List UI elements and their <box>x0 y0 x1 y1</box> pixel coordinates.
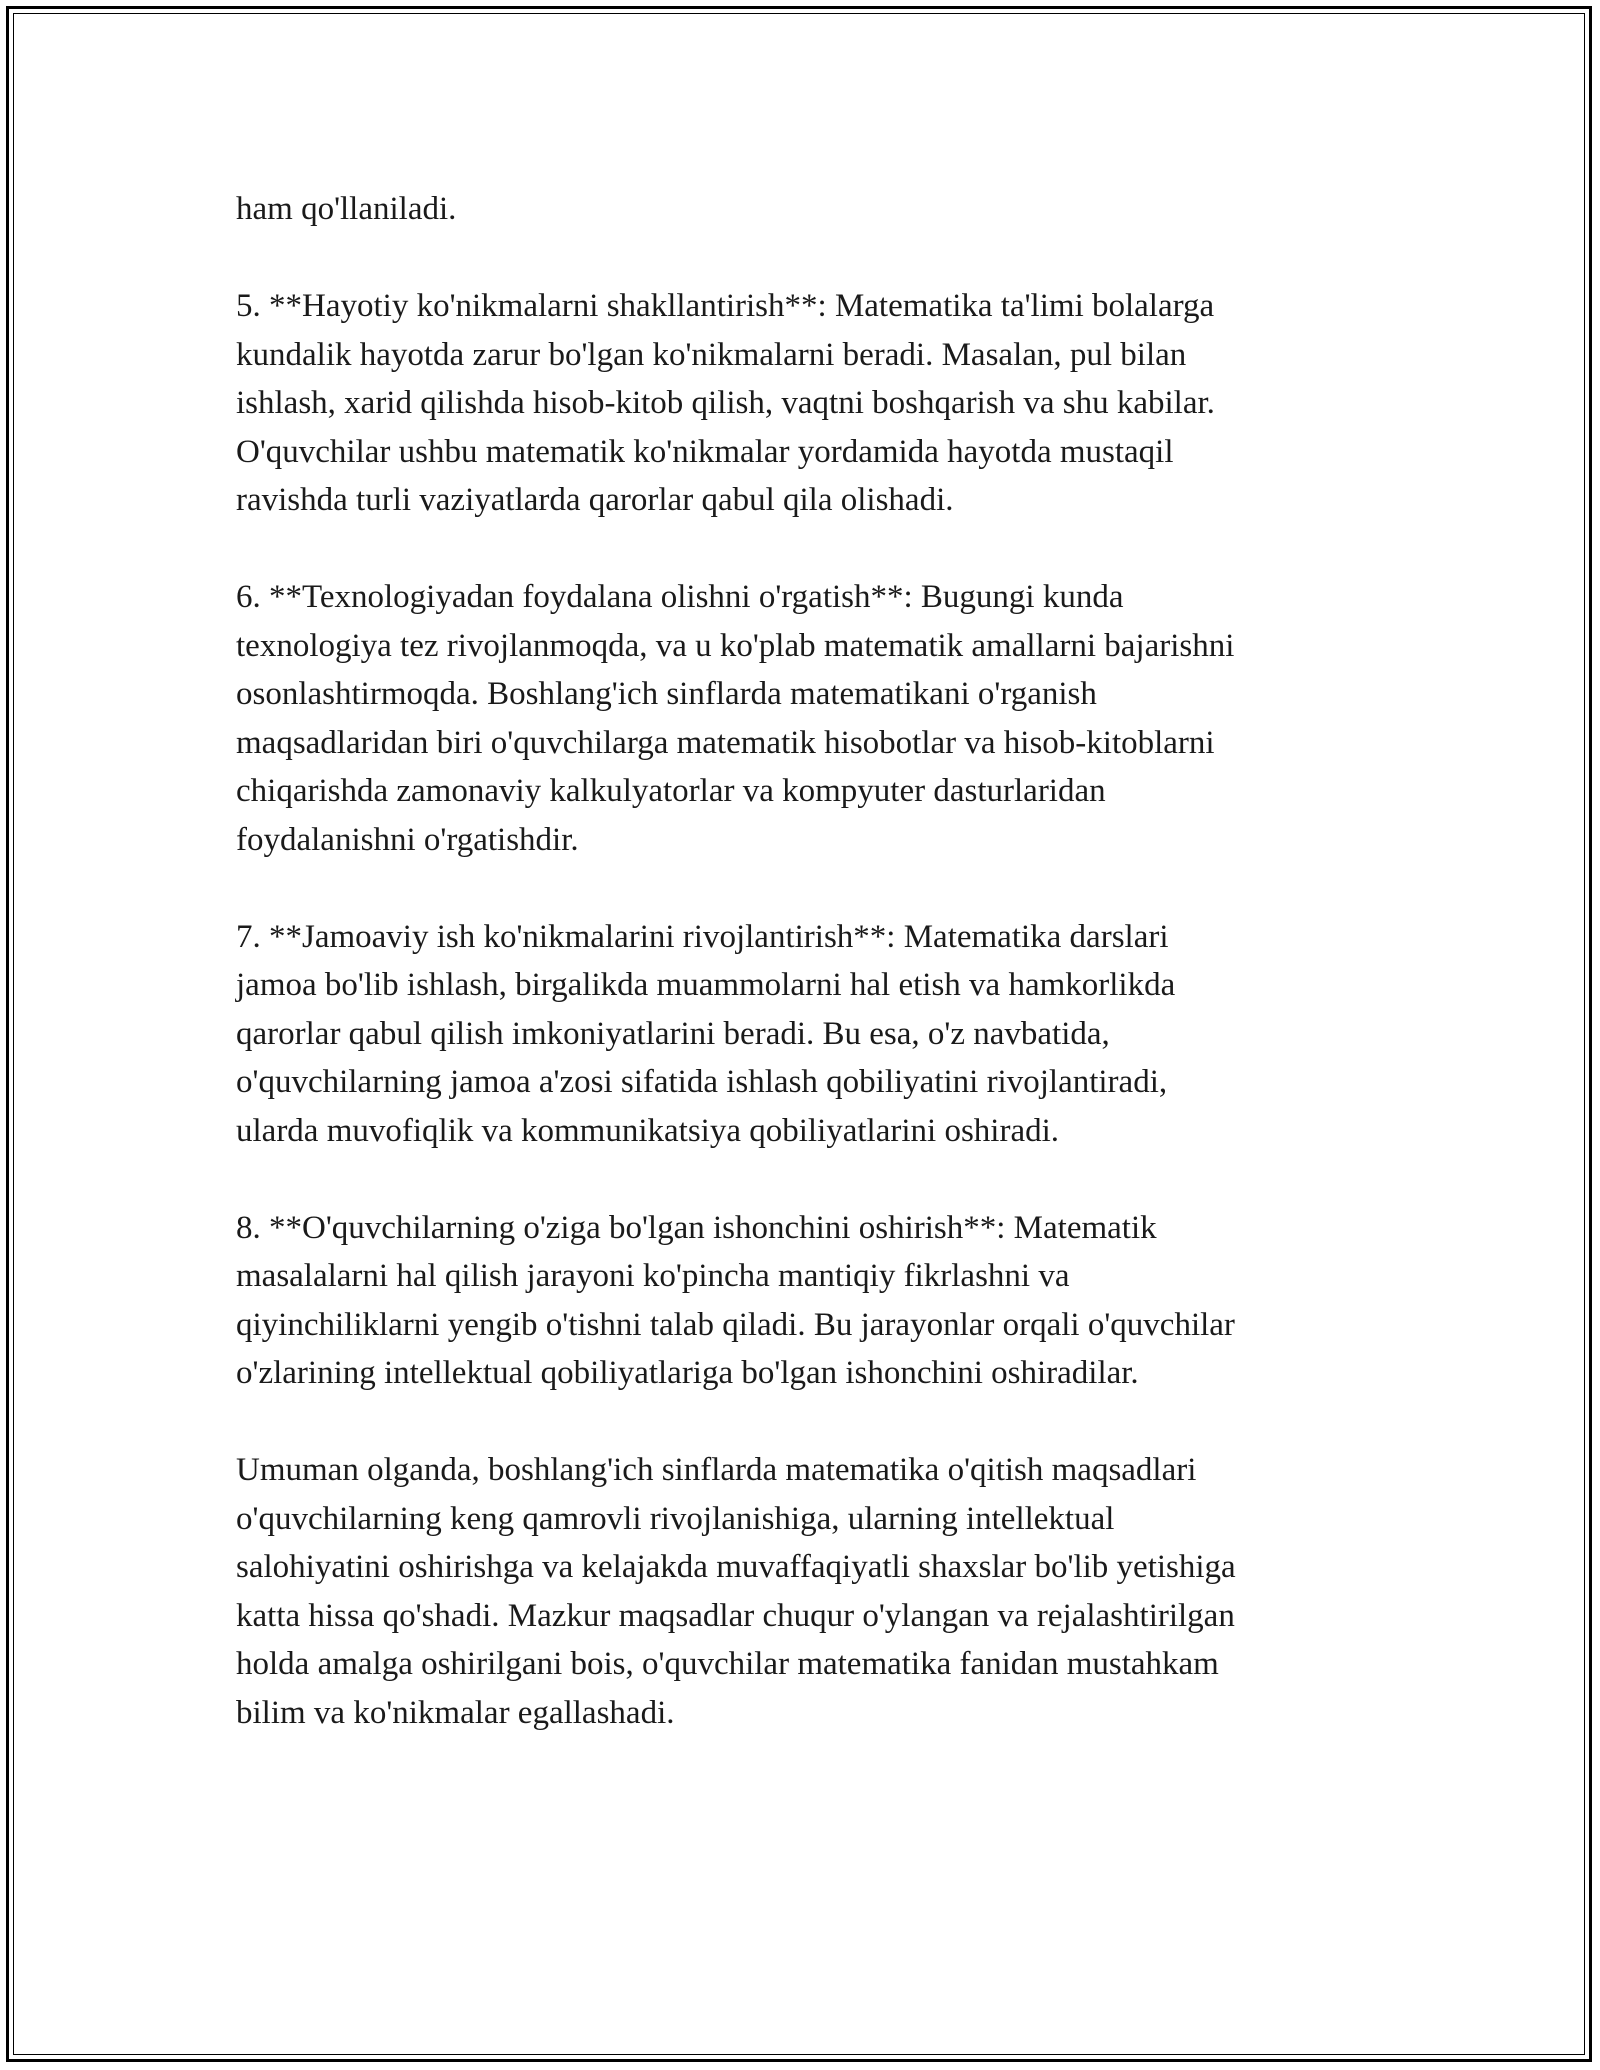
paragraph-item-8: 8. **O'quvchilarning o'ziga bo'lgan ishonchini oshirish**: Matematik masalalarni hal qilish jarayoni ko'pincha mantiqiy fikrlashni va qiyinchiliklarni yengib o'tishni talab qiladi. Bu jarayonlar orqali o'quvchilar o'zlarining intellektual qobiliyatlariga bo'lgan ishonchini oshiradilar. <box>236 1209 1235 1391</box>
paragraph-item-6: 6. **Texnologiyadan foydalana olishni o'rgatish**: Bugungi kunda texnologiya tez rivojlanmoqda, va u ko'plab matematik amallarni bajarishni osonlashtirmoqda. Boshlang'ich sinflarda matematikani o'rganish maqsadlaridan biri o'quvchilarga matematik hisobotlar va hisob-kitoblarni chiqarishda zamonaviy kalkulyatorlar va kompyuter dasturlaridan foydalanishni o'rgatishdir. <box>236 579 1235 858</box>
paragraph-continuation: ham qo'llaniladi. <box>236 191 457 227</box>
document-body <box>236 185 1366 1786</box>
paragraph-item-5: 5. **Hayotiy ko'nikmalarni shakllantirish**: Matematika ta'limi bolalarga kundalik hayotda zarur bo'lgan ko'nikmalarni beradi. Masalan, pul bilan ishlash, xarid qilishda hisob-kitob qilish, vaqtni boshqarish va shu kabilar. O'quvchilar ushbu matematik ko'nikmalar yordamida hayotda mustaqil ravishda turli vaziyatlarda qarorlar qabul qila olishadi. <box>236 288 1215 518</box>
paragraph-conclusion: Umuman olganda, boshlang'ich sinflarda matematika o'qitish maqsadlari o'quvchilarning keng qamrovli rivojlanishiga, ularning intellektual salohiyatini oshirishga va kelajakda muvaffaqiyatli shaxslar bo'lib yetishiga katta hissa qo'shadi. Mazkur maqsadlar chuqur o'ylangan va rejalashtirilgan holda amalga oshirilgani bois, o'quvchilar matematika fanidan mustahkam bilim va ko'nikmalar egallashadi. <box>236 1452 1236 1731</box>
paragraph-item-7: 7. **Jamoaviy ish ko'nikmalarini rivojlantirish**: Matematika darslari jamoa bo'lib ishlash, birgalikda muammolarni hal etish va hamkorlikda qarorlar qabul qilish imkoniyatlarini beradi. Bu esa, o'z navbatida, o'quvchilarning jamoa a'zosi sifatida ishlash qobiliyatini rivojlantiradi, ularda muvofiqlik va kommunikatsiya qobiliyatlarini oshiradi. <box>236 918 1176 1149</box>
